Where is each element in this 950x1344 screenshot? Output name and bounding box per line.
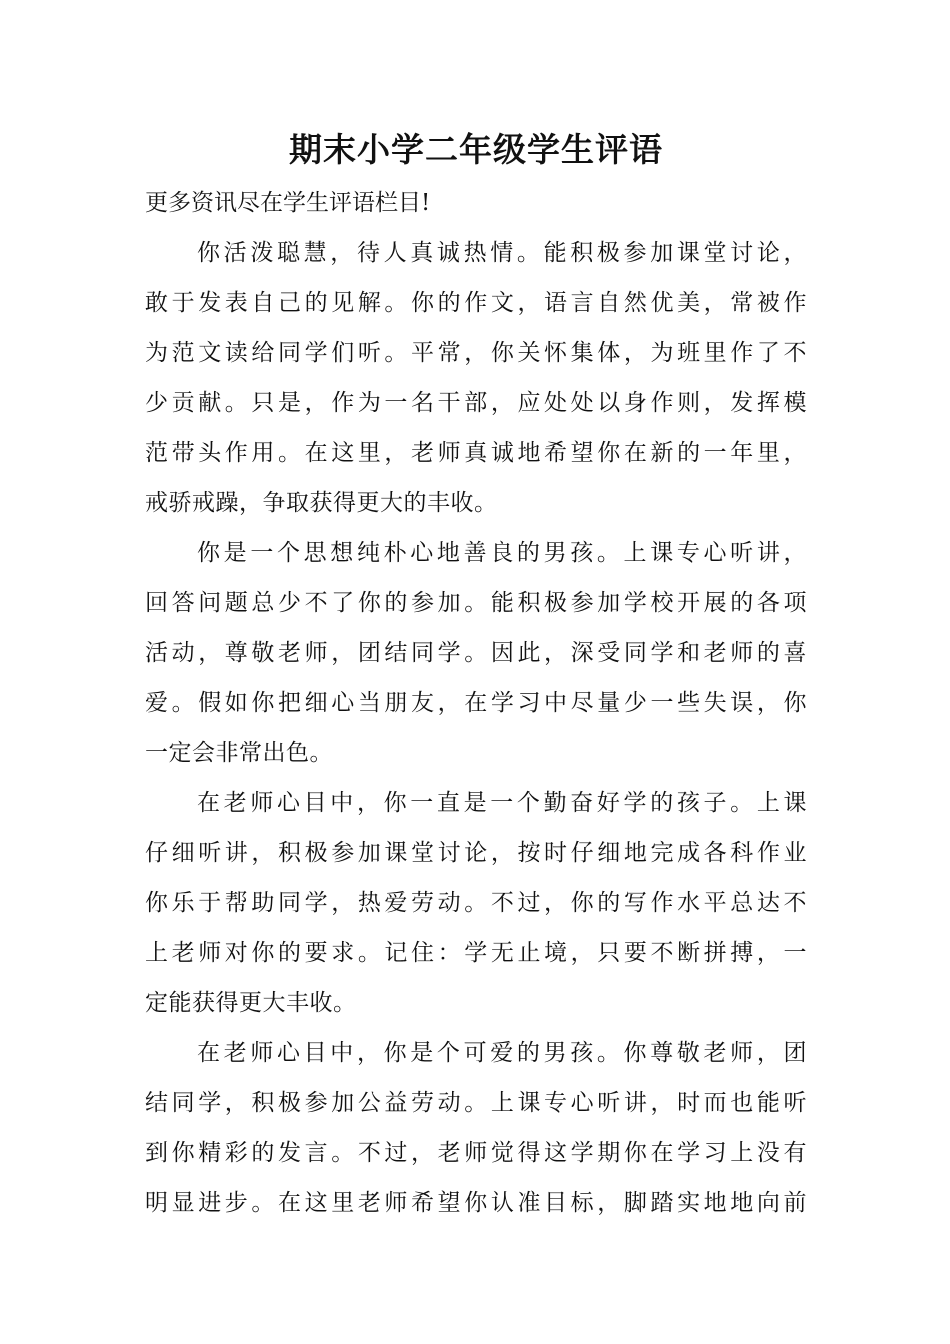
paragraph-line: 范带头作用。在这里，老师真诚地希望你在新的一年里，	[145, 440, 807, 466]
paragraph-line: 仔细听讲，积极参加课堂讨论，按时仔细地完成各科作业	[145, 840, 807, 866]
paragraph-line: 活动，尊敬老师，团结同学。因此，深受同学和老师的喜	[145, 640, 807, 666]
paragraph-line: 回答问题总少不了你的参加。能积极参加学校开展的各项	[145, 590, 807, 616]
paragraph-line: 上老师对你的要求。记住：学无止境，只要不断拼搏，一	[145, 940, 807, 966]
paragraph-3	[145, 778, 807, 1028]
paragraph-1	[145, 228, 807, 528]
paragraph-line: 结同学，积极参加公益劳动。上课专心听讲，时而也能听	[145, 1090, 807, 1116]
paragraph-line: 明显进步。在这里老师希望你认准目标，脚踏实地地向前	[145, 1190, 807, 1216]
paragraph-line: 你是一个思想纯朴心地善良的男孩。上课专心听讲，	[197, 540, 807, 566]
paragraph-line: 戒骄戒躁，争取获得更大的丰收。	[145, 490, 498, 516]
paragraph-line: 爱。假如你把细心当朋友，在学习中尽量少一些失误，你	[145, 690, 807, 716]
paragraph-line: 少贡献。只是，作为一名干部，应处处以身作则，发挥模	[145, 390, 807, 416]
paragraph-line: 在老师心目中，你是个可爱的男孩。你尊敬老师，团	[197, 1040, 807, 1066]
document-title: 期末小学二年级学生评语	[289, 130, 663, 169]
document-page	[145, 122, 807, 1228]
paragraph-line: 你活泼聪慧，待人真诚热情。能积极参加课堂讨论，	[197, 240, 807, 266]
paragraph-line: 在老师心目中，你一直是一个勤奋好学的孩子。上课	[197, 790, 807, 816]
paragraph-line: 定能获得更大丰收。	[145, 990, 357, 1016]
intro-line: 更多资讯尽在学生评语栏目!	[145, 190, 431, 216]
paragraph-line: 到你精彩的发言。不过，老师觉得这学期你在学习上没有	[145, 1140, 807, 1166]
paragraph-line: 一定会非常出色。	[145, 740, 333, 766]
paragraph-line: 你乐于帮助同学，热爱劳动。不过，你的写作水平总达不	[145, 890, 807, 916]
paragraph-line: 敢于发表自己的见解。你的作文，语言自然优美，常被作	[145, 290, 807, 316]
paragraph-4	[145, 1028, 807, 1228]
paragraph-2	[145, 528, 807, 778]
paragraph-line: 为范文读给同学们听。平常，你关怀集体，为班里作了不	[145, 340, 807, 366]
